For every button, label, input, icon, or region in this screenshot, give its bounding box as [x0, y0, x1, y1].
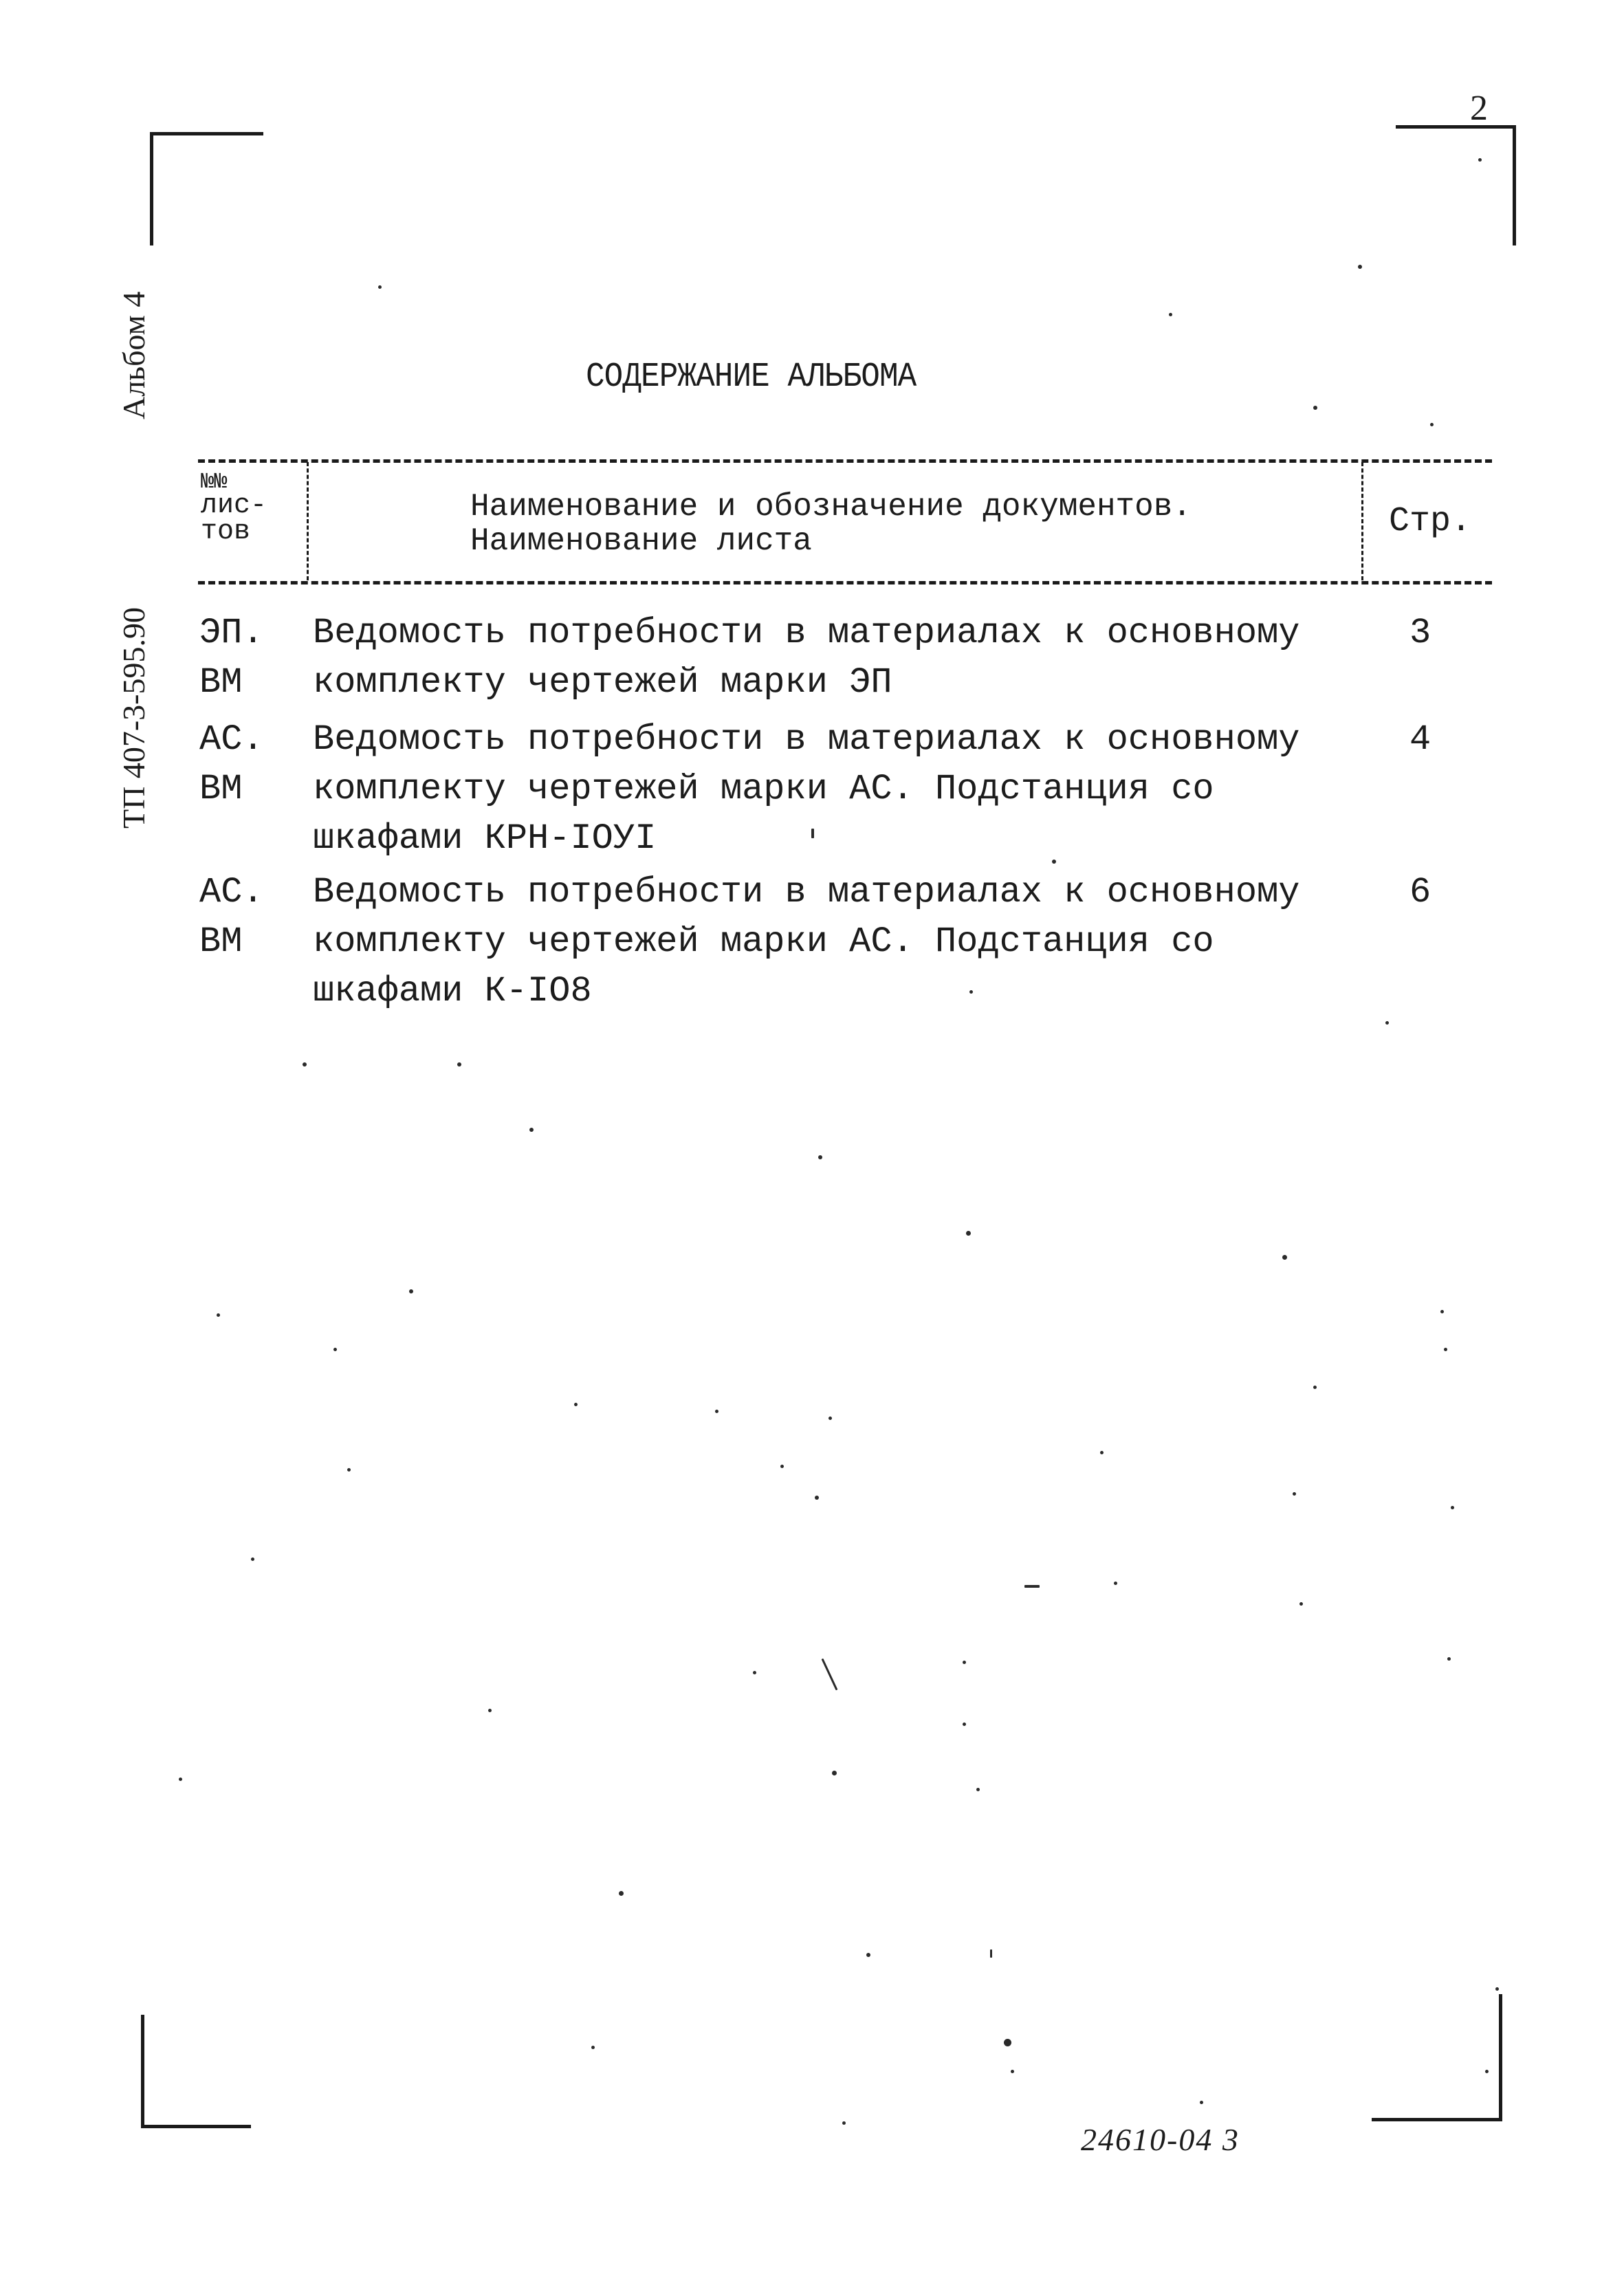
scan-speck — [1451, 1506, 1454, 1509]
scan-speck — [1282, 1255, 1287, 1260]
scan-speck — [1444, 1348, 1447, 1351]
scan-speck — [409, 1289, 413, 1293]
scan-speck — [488, 1709, 492, 1712]
table-header-divider-1 — [307, 462, 309, 580]
scan-speck — [347, 1468, 351, 1472]
header-document-name-line1: Наименование и обозначение документов. — [470, 489, 1192, 525]
scan-speck — [1495, 1987, 1499, 1991]
scan-speck — [333, 1348, 337, 1351]
scan-speck — [251, 1557, 254, 1561]
frame-corner-top-left — [150, 132, 263, 245]
scan-speck — [866, 1953, 870, 1957]
scan-speck — [969, 990, 973, 994]
row-1-name-line2: комплекту чертежей марки ЭП — [313, 662, 892, 703]
page-title: СОДЕРЖАНИЕ АЛЬБОМА — [586, 358, 917, 397]
scan-speck — [780, 1465, 784, 1468]
scan-speck — [811, 829, 814, 838]
row-3-name-line2: комплекту чертежей марки АС. Подстанция со — [313, 921, 1214, 962]
scan-speck — [753, 1671, 756, 1674]
page-number: 2 — [1470, 89, 1488, 128]
header-document-name — [470, 490, 1192, 558]
scan-speck — [829, 1417, 832, 1420]
table-header-bottom-rule — [198, 581, 1492, 584]
frame-corner-bottom-right — [1372, 1994, 1502, 2121]
row-3-code-line1: АС. — [199, 872, 264, 912]
scan-speck — [303, 1062, 307, 1067]
row-1-code-line2: ВМ — [199, 662, 243, 703]
scan-speck — [378, 285, 382, 289]
frame-corner-top-right — [1396, 125, 1516, 245]
row-2-name-line1: Ведомость потребности в материалах к основному — [313, 719, 1300, 760]
scan-speck — [1004, 2039, 1011, 2046]
table-header-divider-2 — [1361, 462, 1363, 580]
frame-corner-bottom-left — [141, 2015, 251, 2128]
row-2-name — [313, 715, 1299, 864]
scan-speck — [1440, 1310, 1444, 1313]
scan-speck — [990, 1949, 992, 1958]
row-3-code-line2: ВМ — [199, 921, 243, 962]
side-album-label: Альбом 4 — [116, 291, 151, 419]
table-header-top-rule — [198, 459, 1492, 463]
scan-speck — [963, 1661, 966, 1664]
scan-speck — [1478, 158, 1482, 162]
row-2-code — [199, 715, 264, 814]
row-3-page: 6 — [1409, 872, 1431, 912]
scan-speck — [1313, 1386, 1317, 1389]
row-2-name-line2: комплекту чертежей марки АС. Подстанция со — [313, 769, 1214, 809]
row-3-code — [199, 868, 264, 967]
scan-speck — [1358, 265, 1362, 269]
scan-speck — [1293, 1492, 1296, 1496]
scan-speck — [818, 1155, 822, 1159]
scan-speck — [1313, 406, 1317, 410]
scan-speck — [842, 2121, 846, 2125]
scan-speck — [1169, 313, 1172, 316]
scan-speck — [1052, 860, 1056, 864]
scan-speck — [815, 1496, 819, 1500]
scan-speck — [529, 1128, 534, 1132]
scan-speck — [1385, 1021, 1389, 1025]
row-2-name-line3: шкафами КРН-IOУI — [313, 818, 657, 859]
scan-speck — [179, 1778, 182, 1781]
scan-speck — [822, 1659, 838, 1691]
header-sheet-number — [201, 471, 267, 545]
row-1-name-line1: Ведомость потребности в материалах к основному — [313, 613, 1300, 653]
scan-speck — [1430, 423, 1434, 426]
archive-stamp: 24610-04 3 — [1081, 2122, 1240, 2157]
header-document-name-line2: Наименование листа — [470, 523, 812, 559]
row-3-name-line1: Ведомость потребности в материалах к основному — [313, 872, 1300, 912]
row-3-name — [313, 868, 1299, 1016]
scan-speck — [1100, 1451, 1104, 1454]
scan-speck — [1200, 2101, 1203, 2104]
scan-speck — [217, 1313, 220, 1317]
row-3-name-line3: шкафами К-IO8 — [313, 971, 592, 1012]
scan-speck — [976, 1788, 980, 1791]
scan-speck — [963, 1723, 966, 1726]
row-1-page: 3 — [1409, 613, 1431, 653]
scan-speck — [1114, 1582, 1117, 1585]
scan-speck — [457, 1062, 461, 1067]
scan-speck — [591, 2046, 595, 2049]
row-1-code-line1: ЭП. — [199, 613, 264, 653]
header-sheet-number-line1: №№ — [201, 469, 228, 494]
header-sheet-number-line3: тов — [201, 516, 251, 547]
scan-speck — [715, 1410, 718, 1413]
row-2-page: 4 — [1409, 719, 1431, 760]
scan-speck — [966, 1231, 971, 1236]
header-sheet-number-line2: лис- — [201, 490, 267, 521]
scan-speck — [574, 1403, 578, 1406]
scan-speck — [619, 1891, 624, 1896]
scan-speck — [1299, 1602, 1303, 1606]
scan-speck — [832, 1771, 837, 1775]
scan-speck — [1011, 2070, 1014, 2073]
row-1-name — [313, 609, 1299, 708]
row-2-code-line1: АС. — [199, 719, 264, 760]
scan-speck — [1447, 1657, 1451, 1661]
side-document-code: ТП 407-3-595.90 — [116, 607, 151, 829]
row-2-code-line2: ВМ — [199, 769, 243, 809]
scan-speck — [1485, 2070, 1489, 2073]
header-page: Стр. — [1389, 502, 1472, 541]
row-1-code — [199, 609, 264, 708]
scan-speck — [1024, 1585, 1040, 1588]
